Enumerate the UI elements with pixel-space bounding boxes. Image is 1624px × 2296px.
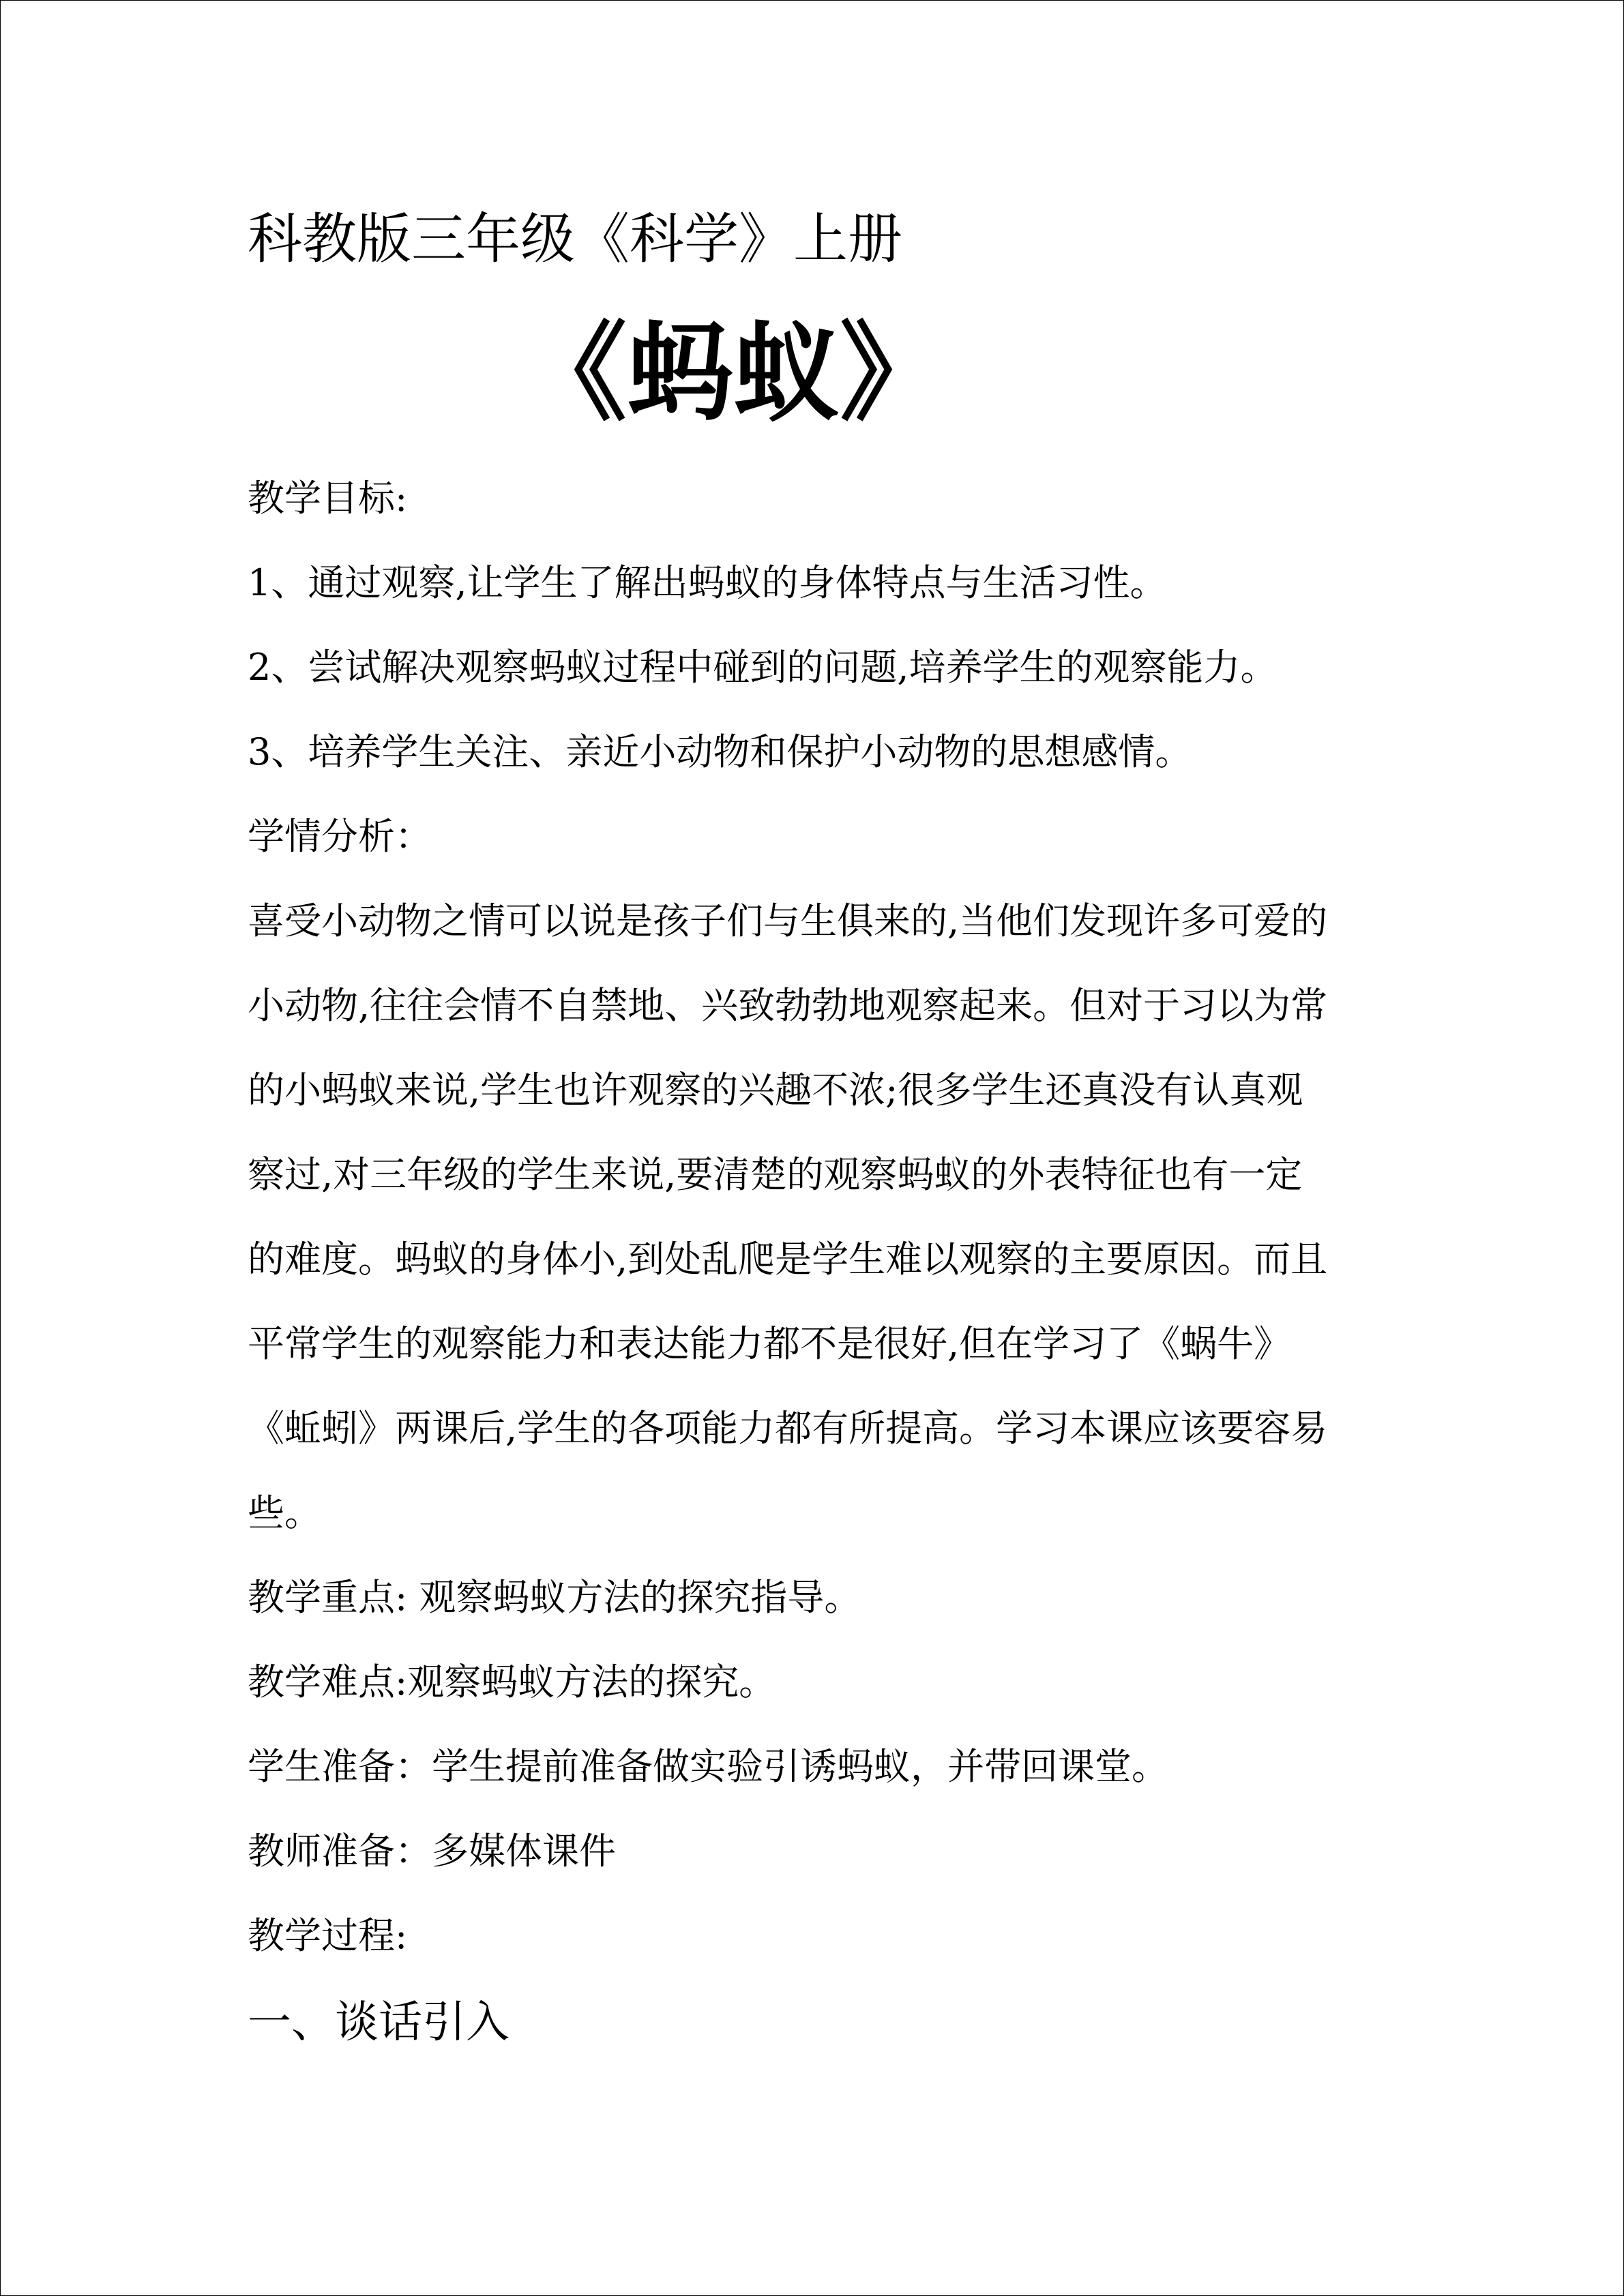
analysis-line: 《蚯蚓》两课后,学生的各项能力都有所提高。学习本课应该要容易 [248, 1407, 1328, 1450]
analysis-heading: 学情分析： [248, 815, 432, 858]
objective-item: 3、培养学生关注、亲近小动物和保护小动物的思想感情。 [248, 730, 1192, 773]
objective-item: 1、通过观察,让学生了解出蚂蚁的身体特点与生活习性。 [248, 561, 1167, 604]
difficult-point: 教学难点:观察蚂蚁方法的探究。 [248, 1660, 776, 1703]
key-point: 教学重点: 观察蚂蚁方法的探究指导。 [248, 1576, 861, 1619]
analysis-line: 平常学生的观察能力和表达能力都不是很好,但在学习了《蜗牛》 [248, 1322, 1291, 1365]
textbook-subtitle: 科教版三年级《科学》上册 [248, 207, 902, 271]
objectives-heading: 教学目标: [248, 477, 408, 520]
analysis-line: 些。 [248, 1491, 321, 1534]
process-heading: 教学过程: [248, 1914, 408, 1957]
student-preparation: 学生准备：学生提前准备做实验引诱蚂蚁，并带回课堂。 [248, 1745, 1168, 1788]
teacher-preparation: 教师准备：多媒体课件 [248, 1830, 616, 1873]
section-one-heading: 一、谈话引入 [248, 1997, 510, 2048]
objective-item: 2、尝试解决观察蚂蚁过程中碰到的问题,培养学生的观察能力。 [248, 646, 1278, 689]
analysis-line: 小动物,往往会情不自禁地、兴致勃勃地观察起来。但对于习以为常 [248, 984, 1328, 1027]
lesson-title: 《蚂蚁》 [520, 311, 946, 435]
analysis-line: 的小蚂蚁来说,学生也许观察的兴趣不浓;很多学生还真没有认真观 [248, 1069, 1303, 1112]
analysis-line: 察过,对三年级的学生来说,要清楚的观察蚂蚁的外表特征也有一定 [248, 1153, 1303, 1196]
analysis-line: 喜受小动物之情可以说是孩子们与生俱来的,当他们发现许多可爱的 [248, 899, 1328, 942]
analysis-line: 的难度。蚂蚁的身体小,到处乱爬是学生难以观察的主要原因。而且 [248, 1238, 1328, 1281]
